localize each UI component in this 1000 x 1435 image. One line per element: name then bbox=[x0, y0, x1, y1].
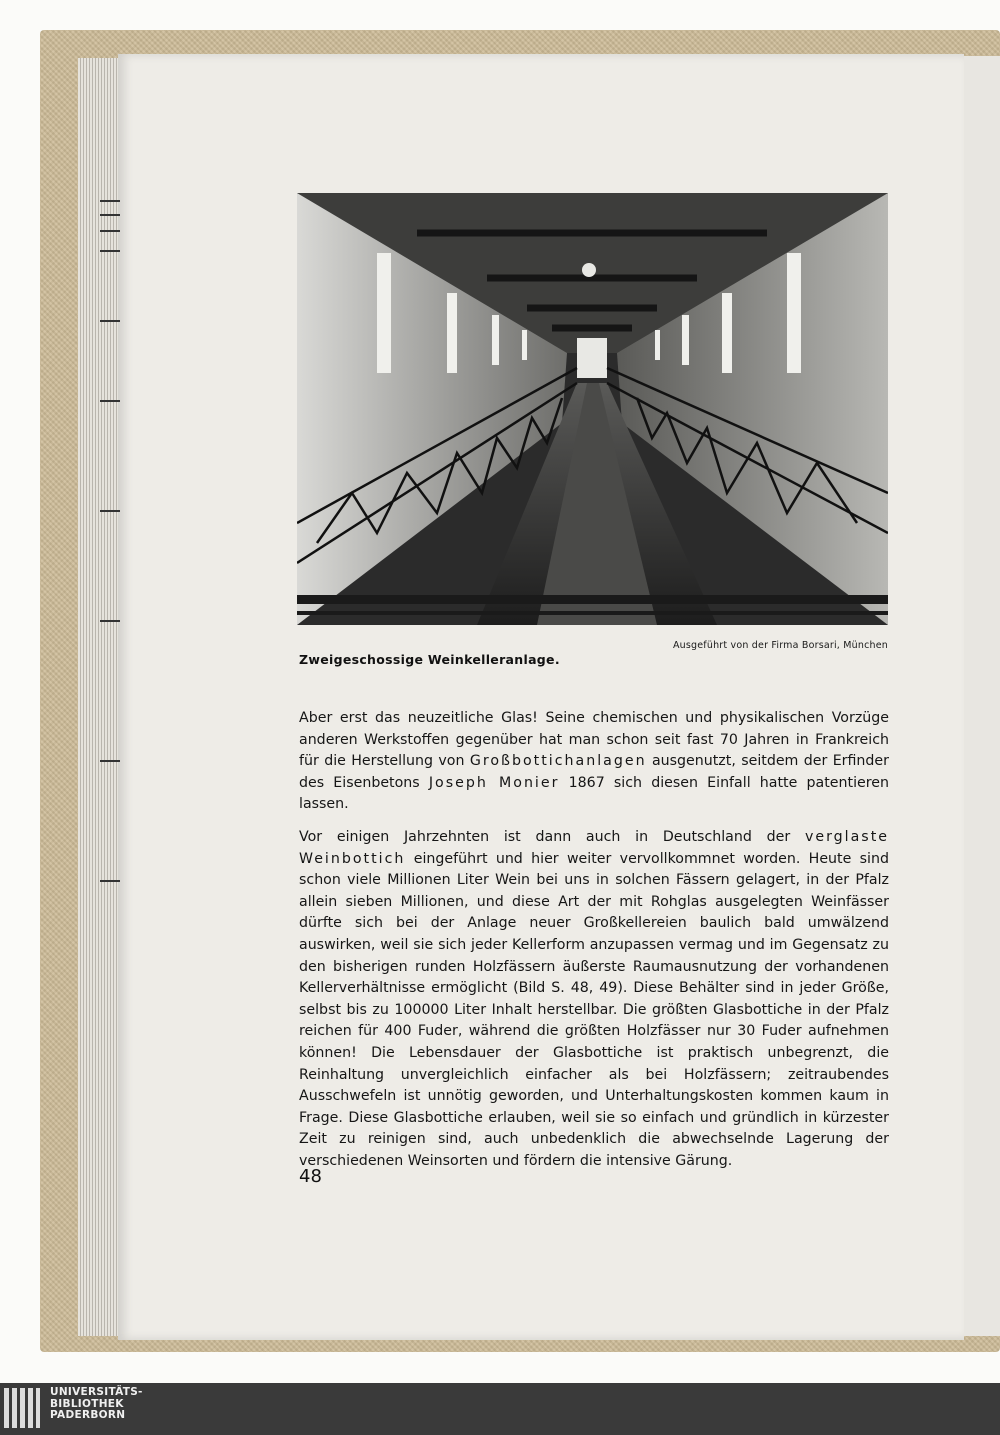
next-page-edge bbox=[960, 56, 1000, 1336]
paragraph-1: Aber erst das neuzeitliche Glas! Seine chemischen und physikalischen Vorzüge anderen Werkstoffen gegenüber hat man schon seit fast 70 Jahren in Frankreich für die Herstellung von Großbottichanlagen ausgenutzt, seitdem der Erfinder des Eisenbetons Joseph Monier 1867 sich diesen Einfall hatte patentieren lassen. bbox=[299, 710, 889, 813]
library-logo-icon bbox=[4, 1388, 42, 1428]
library-footer bbox=[0, 1383, 1000, 1435]
library-name: UNIVERSITÄTS- BIBLIOTHEK PADERBORN bbox=[50, 1386, 143, 1421]
figure-caption: Zweigeschossige Weinkelleranlage. bbox=[299, 652, 560, 667]
cellar-photograph bbox=[297, 193, 888, 625]
body-text bbox=[299, 708, 889, 1183]
photo-credit: Ausgeführt von der Firma Borsari, München bbox=[672, 640, 888, 651]
page-number: 48 bbox=[299, 1166, 322, 1187]
spine-marks bbox=[100, 200, 120, 900]
paragraph-2: Vor einigen Jahrzehnten ist dann auch in Deutschland der verglaste Weinbottich eingeführt und hier weiter vervollkommnet worden. Heute sind schon viele Millionen Liter Wein bei uns in solchen Fässern gelagert, in der Pfalz allein sieben Millionen, und diese Art der mit Rohglas ausgelegten Weinfässer dürfte sich bei der Anlage neuer Großkellereien baulich bald umwälzend auswirken, weil sie sich jeder Kellerform anzupassen vermag und im Gegensatz zu den bisherigen runden Holzfässern äußerste Raumausnutzung der vorhandenen Kellerverhältnisse ermöglicht (Bild S. 48, 49). Diese Behälter sind in jeder Größe, selbst bis zu 100000 Liter Inhalt herstellbar. Die größten Glasbottiche in der Pfalz reichen für 400 Fuder, während die größten Holzfässer nur 30 Fuder aufnehmen können! Die Lebensdauer der Glasbottiche ist praktisch unbegrenzt, die Reinhaltung unvergleichlich einfacher als bei Holzfässern; zeitraubendes Ausschwefeln ist unnötig geworden, und Unterhaltungskosten kommen kaum in Frage. Diese Glasbottiche erlauben, weil sie so einfach und gründlich in kürzester Zeit zu reinigen sind, auch unbedenklich die abwechselnde Lagerung der verschiedenen Weinsorten und fördern die intensive Gärung. bbox=[299, 828, 889, 1169]
